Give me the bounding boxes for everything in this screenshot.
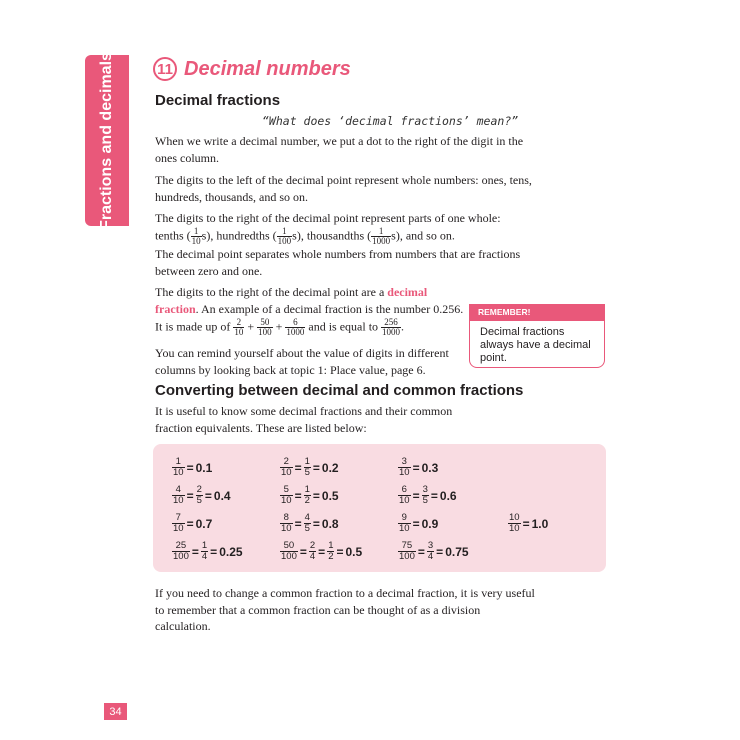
equals-sign: = [412,460,420,475]
equals-sign: = [294,516,302,531]
decimal-value: 0.5 [345,544,363,559]
equals-sign: = [294,460,302,475]
decimal-value: 1.0 [531,516,549,531]
fraction: $\frac{6}{1000}$ [286,317,305,337]
remember-box [469,304,605,368]
decimal-fraction-term: decimal fraction [155,285,428,316]
p3-line1: The digits to the right of the decimal point represent parts of one whole: [155,211,501,225]
equivalence [280,485,339,506]
fraction: $\frac{50}{100}$ [281,540,297,562]
decimal-value: 0.5 [321,488,339,503]
side-tab-label: Fractions and decimals [98,51,115,230]
fraction: $\frac{1}{100}$ [277,225,292,246]
equivalence [172,541,243,562]
fraction: $\frac{1}{10}$ [191,225,201,246]
closing-paragraph: If you need to change a common fraction to a decimal fraction, it is very useful to remember that a common fraction can be thought of as a division calculation. [155,586,535,633]
decimal-value: 0.25 [219,544,243,559]
equals-sign: = [412,488,420,503]
fraction: $\frac{50}{100}$ [258,317,272,337]
paragraph-1: When we write a decimal number, we put a dot to the right of the digit in the ones column. [155,134,524,165]
fraction: $\frac{7}{10}$ [173,512,184,534]
equals-sign: = [336,544,344,559]
equals-sign: = [204,488,212,503]
topic-number: 11 [153,57,177,81]
fraction: $\frac{1}{2}$ [304,484,310,506]
page-number: 34 [104,703,127,720]
fraction: $\frac{1}{10}$ [173,456,184,478]
fraction: $\frac{1}{4}$ [201,540,208,562]
equivalence [508,513,548,534]
fraction: $\frac{4}{5}$ [304,512,310,534]
equivalence [398,485,457,506]
fraction: $\frac{25}{100}$ [173,540,189,562]
paragraph-5: The digits to the right of the decimal point are a decimal fraction. An example of a decimal fraction is the number 0.256. [155,285,464,316]
equals-sign: = [318,544,326,559]
fraction: $\frac{2}{4}$ [309,540,316,562]
paragraph-converting: It is useful to know some decimal fractions and their common fraction equivalents. These are listed below: [155,404,453,435]
section-heading-decimal-fractions: Decimal fractions [155,92,281,109]
equivalence [172,485,231,506]
fraction: $\frac{4}{10}$ [173,484,184,506]
fraction: $\frac{3}{10}$ [399,456,410,478]
topic-heading [153,57,351,81]
paragraph-2: The digits to the left of the decimal point represent whole numbers: ones, tens, hundreds, thousands, and so on. [155,173,532,204]
quote: “What does ‘decimal fractions’ mean?” [262,114,519,128]
equivalence [280,541,362,562]
paragraph-4: The decimal point separates whole numbers from numbers that are fractions between zero and one. [155,247,521,278]
decimal-value: 0.6 [439,488,457,503]
equals-sign: = [186,460,194,475]
paragraph-6: It is made up of $\frac{2}{10}$ + $\frac{50}{100}$ + $\frac{6}{1000}$ and is equal to $\frac{256}{1000}$ . [155,317,405,337]
equivalence [172,513,212,534]
fraction: $\frac{5}{10}$ [281,484,292,506]
equals-sign: = [412,516,420,531]
fraction: $\frac{75}{100}$ [399,540,415,562]
fraction: $\frac{2}{10}$ [281,456,292,478]
equals-sign: = [186,488,194,503]
decimal-value: 0.1 [195,460,213,475]
equivalence [280,457,339,478]
section-heading-converting: Converting between decimal and common fractions [155,382,524,399]
decimal-value: 0.8 [321,516,339,531]
equivalence [172,457,212,478]
equivalence [398,513,438,534]
equals-sign: = [294,488,302,503]
fraction: $\frac{3}{5}$ [422,484,428,506]
fraction: $\frac{9}{10}$ [399,512,410,534]
decimal-value: 0.4 [213,488,231,503]
p3-tenths: tenths ( [155,227,191,242]
fraction: $\frac{1}{2}$ [328,540,334,562]
equals-sign: = [312,460,320,475]
equals-sign: = [210,544,218,559]
side-tab [85,51,129,230]
equals-sign: = [417,544,425,559]
equals-sign: = [299,544,307,559]
equivalence [398,541,469,562]
paragraph-3: The digits to the right of the decimal point represent parts of one whole: tenths ( $\frac{1}{10}$ s), hundredths ( $\frac{1}{100}$ s), thousandths ( $\frac{1}{1000}$ s), and so on. [155,211,501,246]
topic-title: Decimal numbers [184,57,351,80]
equals-sign: = [430,488,438,503]
decimal-value: 0.7 [195,516,213,531]
equals-sign: = [312,516,320,531]
fraction: $\frac{6}{10}$ [399,484,410,506]
fraction: $\frac{2}{10}$ [234,317,244,337]
equals-sign: = [186,516,194,531]
fraction: $\frac{256}{1000}$ [382,317,401,337]
equals-sign: = [522,516,530,531]
fraction: $\frac{10}{10}$ [509,512,520,534]
fraction: $\frac{1}{5}$ [304,456,310,478]
decimal-value: 0.9 [421,516,439,531]
fraction: $\frac{3}{4}$ [427,540,434,562]
fraction: $\frac{8}{10}$ [281,512,292,534]
fraction: $\frac{1}{1000}$ [372,225,391,246]
equivalence [280,513,339,534]
paragraph-7: You can remind yourself about the value of digits in different columns by looking back at topic 1: Place value, page 6. [155,346,449,377]
decimal-value: 0.75 [445,544,469,559]
equals-sign: = [436,544,444,559]
remember-text: Decimal fractions always have a decimal point. [480,326,591,364]
equals-sign: = [312,488,320,503]
decimal-value: 0.3 [421,460,439,475]
equals-sign: = [191,544,199,559]
fraction: $\frac{2}{5}$ [196,484,202,506]
remember-label: REMEMBER! [470,305,604,321]
equivalence [398,457,438,478]
decimal-value: 0.2 [321,460,339,475]
